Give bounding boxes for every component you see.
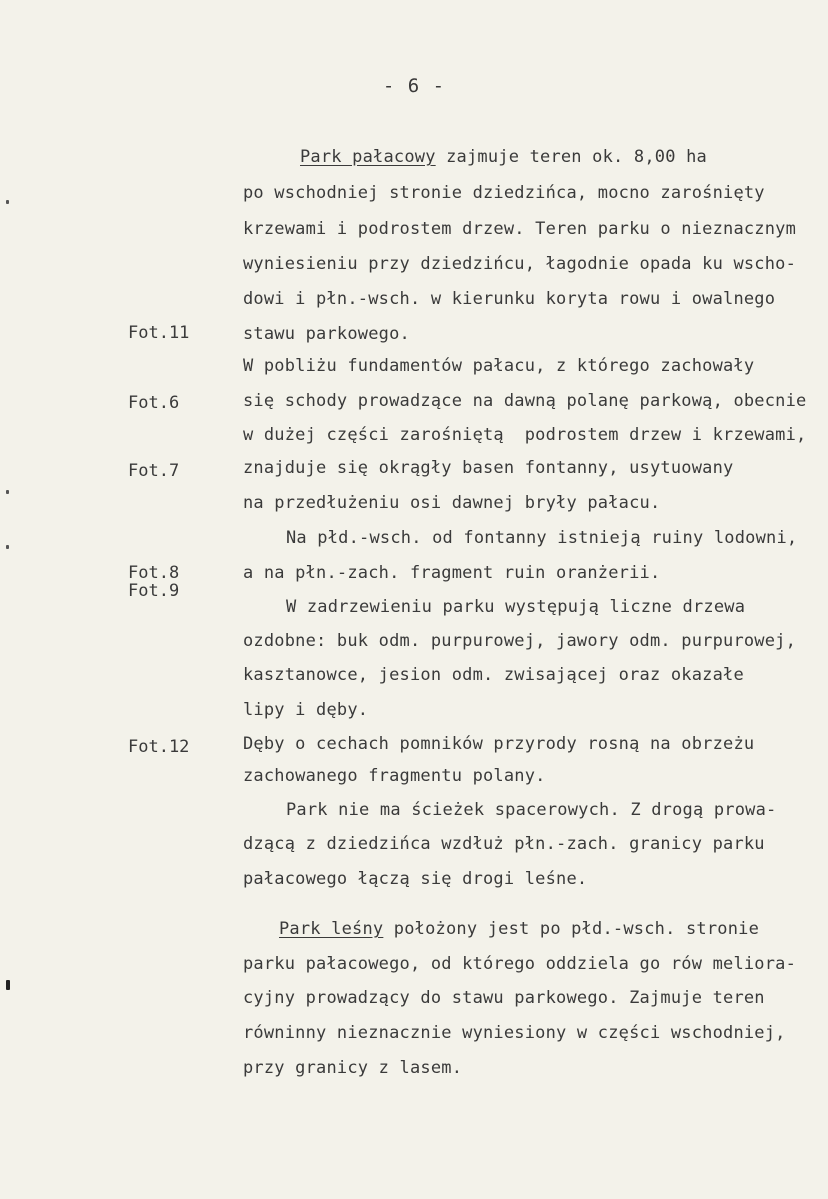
paragraph-line: równinny nieznacznie wyniesiony w części wschodniej, [243,1023,786,1043]
paragraph-line: ozdobne: buk odm. purpurowej, jawory odm. purpurowej, [243,631,797,651]
margin-speck [6,980,10,990]
margin-photo-ref: Fot.8 [128,563,180,583]
paragraph-line: W pobliżu fundamentów pałacu, z którego zachowały [243,356,755,376]
margin-photo-ref: Fot.11 [128,323,190,343]
paragraph-line: cyjny prowadzący do stawu parkowego. Zajmuje teren [243,988,765,1008]
paragraph-line: wyniesieniu przy dziedzińcu, łagodnie opada ku wscho- [243,254,797,274]
paragraph-line: Dęby o cechach pomników przyrody rosną na obrzeżu [243,734,755,754]
paragraph-line: dzącą z dziedzińca wzdłuż płn.-zach. granicy parku [243,834,765,854]
paragraph-line: przy granicy z lasem. [243,1058,463,1078]
margin-speck [6,545,9,549]
margin-photo-ref: Fot.7 [128,461,180,481]
paragraph-text: położony jest po płd.-wsch. stronie [383,919,760,939]
paragraph-line: parku pałacowego, od którego oddziela go rów meliora- [243,954,797,974]
paragraph-line: zachowanego fragmentu polany. [243,766,546,786]
paragraph-line: a na płn.-zach. fragment ruin oranżerii. [243,563,661,583]
paragraph-line: znajduje się okrągły basen fontanny, usytuowany [243,458,734,478]
margin-photo-ref: Fot.12 [128,737,190,757]
paragraph-line: po wschodniej stronie dziedzińca, mocno zarośnięty [243,183,765,203]
paragraph-line: pałacowego łączą się drogi leśne. [243,869,588,889]
page-number: - 6 - [382,75,446,97]
margin-speck [6,200,9,204]
paragraph-line: W zadrzewieniu parku występują liczne drzewa [286,597,746,617]
paragraph-line: się schody prowadzące na dawną polanę parkową, obecnie [243,391,807,411]
paragraph-line: kasztanowce, jesion odm. zwisającej oraz okazałe [243,665,744,685]
paragraph-line [279,918,759,940]
paragraph-line: Na płd.-wsch. od fontanny istnieją ruiny lodowni, [286,528,798,548]
paragraph-line: w dużej części zarośniętą podrostem drzew i krzewami, [243,425,807,445]
paragraph-line: lipy i dęby. [243,700,369,720]
paragraph-line: na przedłużeniu osi dawnej bryły pałacu. [243,493,661,513]
paragraph-text: zajmuje teren ok. 8,00 ha [435,147,707,167]
paragraph-line: Park nie ma ścieżek spacerowych. Z drogą prowa- [286,800,777,820]
paragraph-line: dowi i płn.-wsch. w kierunku koryta rowu i owalnego [243,289,776,309]
margin-photo-ref: Fot.6 [128,393,180,413]
paragraph-line: krzewami i podrostem drzew. Teren parku o nieznacznym [243,219,797,239]
margin-photo-ref: Fot.9 [128,581,180,601]
paragraph-line [300,146,707,168]
section-heading-park-palacowy: Park pałacowy [300,147,436,167]
margin-speck [6,490,9,494]
paragraph-line: stawu parkowego. [243,324,410,344]
section-heading-park-lesny: Park leśny [279,919,384,939]
